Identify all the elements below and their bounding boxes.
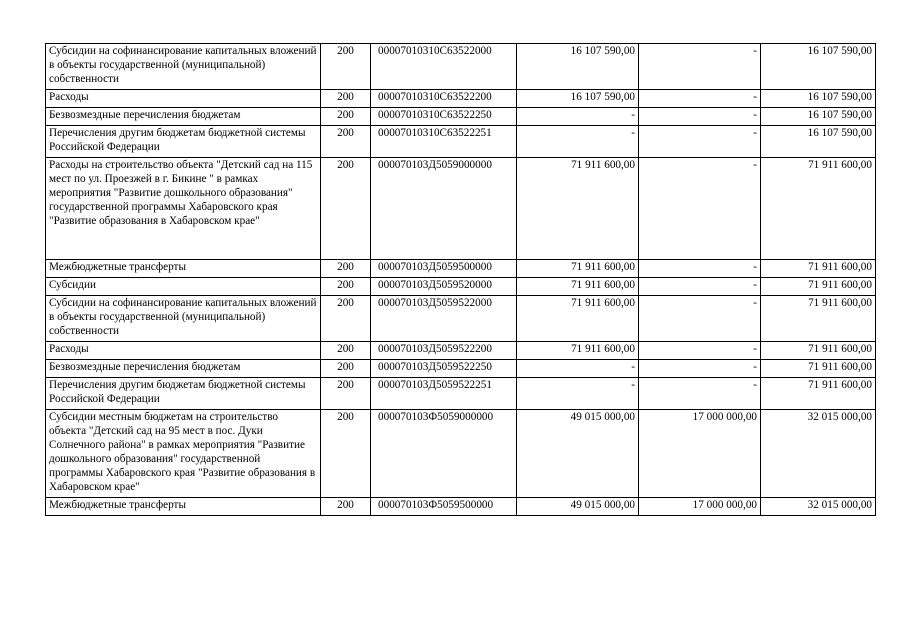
cell-executed-amount: -	[639, 108, 761, 126]
cell-executed-amount: -	[639, 126, 761, 158]
table-row	[46, 296, 876, 342]
cell-budget-classification-code: 000070103Ф5059000000	[371, 410, 517, 498]
cell-executed-amount: -	[639, 44, 761, 90]
cell-line-code: 200	[321, 260, 371, 278]
table-row	[46, 378, 876, 410]
cell-expense-name: Расходы на строительство объекта "Детский сад на 115 мест по ул. Проезжей в г. Бикине " в рамках мероприятия "Развитие дошкольного образования" государственной программы Хабаровского края "Развитие образования в Хабаровском крае"	[46, 158, 321, 260]
cell-line-code: 200	[321, 278, 371, 296]
cell-approved-amount: 71 911 600,00	[517, 260, 639, 278]
cell-unexecuted-amount: 16 107 590,00	[761, 90, 876, 108]
cell-executed-amount: 17 000 000,00	[639, 410, 761, 498]
cell-unexecuted-amount: 71 911 600,00	[761, 278, 876, 296]
cell-executed-amount: -	[639, 90, 761, 108]
cell-budget-classification-code: 00007010310С63522250	[371, 108, 517, 126]
cell-expense-name: Безвозмездные перечисления бюджетам	[46, 108, 321, 126]
cell-budget-classification-code: 00007010310С63522251	[371, 126, 517, 158]
table-row	[46, 342, 876, 360]
table-row	[46, 498, 876, 516]
cell-approved-amount: 71 911 600,00	[517, 158, 639, 260]
cell-approved-amount: -	[517, 126, 639, 158]
cell-budget-classification-code: 000070103Д5059000000	[371, 158, 517, 260]
cell-unexecuted-amount: 71 911 600,00	[761, 342, 876, 360]
budget-execution-table	[45, 43, 876, 516]
cell-executed-amount: 17 000 000,00	[639, 498, 761, 516]
cell-expense-name: Межбюджетные трансферты	[46, 260, 321, 278]
table-row	[46, 158, 876, 260]
cell-expense-name: Безвозмездные перечисления бюджетам	[46, 360, 321, 378]
cell-approved-amount: 49 015 000,00	[517, 498, 639, 516]
cell-unexecuted-amount: 71 911 600,00	[761, 158, 876, 260]
table-row	[46, 108, 876, 126]
cell-line-code: 200	[321, 498, 371, 516]
cell-budget-classification-code: 00007010310С63522000	[371, 44, 517, 90]
cell-unexecuted-amount: 32 015 000,00	[761, 410, 876, 498]
cell-unexecuted-amount: 32 015 000,00	[761, 498, 876, 516]
cell-unexecuted-amount: 71 911 600,00	[761, 360, 876, 378]
cell-approved-amount: 71 911 600,00	[517, 296, 639, 342]
table-row	[46, 90, 876, 108]
cell-unexecuted-amount: 71 911 600,00	[761, 296, 876, 342]
cell-executed-amount: -	[639, 260, 761, 278]
cell-line-code: 200	[321, 342, 371, 360]
cell-line-code: 200	[321, 296, 371, 342]
cell-line-code: 200	[321, 90, 371, 108]
cell-unexecuted-amount: 71 911 600,00	[761, 260, 876, 278]
cell-line-code: 200	[321, 410, 371, 498]
cell-executed-amount: -	[639, 378, 761, 410]
cell-budget-classification-code: 000070103Д5059522000	[371, 296, 517, 342]
cell-approved-amount: -	[517, 108, 639, 126]
cell-executed-amount: -	[639, 342, 761, 360]
cell-line-code: 200	[321, 360, 371, 378]
cell-unexecuted-amount: 71 911 600,00	[761, 378, 876, 410]
cell-expense-name: Расходы	[46, 90, 321, 108]
cell-line-code: 200	[321, 378, 371, 410]
cell-expense-name: Межбюджетные трансферты	[46, 498, 321, 516]
cell-approved-amount: -	[517, 360, 639, 378]
cell-expense-name: Перечисления другим бюджетам бюджетной системы Российской Федерации	[46, 378, 321, 410]
cell-line-code: 200	[321, 126, 371, 158]
cell-budget-classification-code: 000070103Д5059522250	[371, 360, 517, 378]
cell-expense-name: Субсидии на софинансирование капитальных вложений в объекты государственной (муниципальной) собственности	[46, 44, 321, 90]
table-row	[46, 126, 876, 158]
table-row	[46, 278, 876, 296]
cell-expense-name: Субсидии на софинансирование капитальных вложений в объекты государственной (муниципальной) собственности	[46, 296, 321, 342]
table-row	[46, 44, 876, 90]
table-row	[46, 260, 876, 278]
cell-line-code: 200	[321, 108, 371, 126]
cell-approved-amount: 71 911 600,00	[517, 278, 639, 296]
cell-budget-classification-code: 000070103Д5059520000	[371, 278, 517, 296]
cell-budget-classification-code: 000070103Д5059500000	[371, 260, 517, 278]
cell-expense-name: Субсидии местным бюджетам на строительство объекта "Детский сад на 95 мест в пос. Дуки Солнечного района" в рамках мероприятия "Развитие дошкольного образования" государственной программы Хабаровского края "Развитие образования в Хабаровском крае"	[46, 410, 321, 498]
cell-expense-name: Перечисления другим бюджетам бюджетной системы Российской Федерации	[46, 126, 321, 158]
cell-executed-amount: -	[639, 158, 761, 260]
cell-executed-amount: -	[639, 278, 761, 296]
cell-line-code: 200	[321, 44, 371, 90]
cell-unexecuted-amount: 16 107 590,00	[761, 126, 876, 158]
cell-budget-classification-code: 000070103Д5059522251	[371, 378, 517, 410]
table-body	[46, 44, 876, 516]
cell-approved-amount: -	[517, 378, 639, 410]
cell-budget-classification-code: 00007010310С63522200	[371, 90, 517, 108]
cell-approved-amount: 71 911 600,00	[517, 342, 639, 360]
cell-unexecuted-amount: 16 107 590,00	[761, 108, 876, 126]
cell-budget-classification-code: 000070103Ф5059500000	[371, 498, 517, 516]
cell-expense-name: Расходы	[46, 342, 321, 360]
cell-approved-amount: 16 107 590,00	[517, 90, 639, 108]
table-row	[46, 360, 876, 378]
cell-expense-name: Субсидии	[46, 278, 321, 296]
cell-executed-amount: -	[639, 296, 761, 342]
cell-executed-amount: -	[639, 360, 761, 378]
cell-approved-amount: 16 107 590,00	[517, 44, 639, 90]
cell-budget-classification-code: 000070103Д5059522200	[371, 342, 517, 360]
cell-unexecuted-amount: 16 107 590,00	[761, 44, 876, 90]
cell-approved-amount: 49 015 000,00	[517, 410, 639, 498]
cell-line-code: 200	[321, 158, 371, 260]
table-row	[46, 410, 876, 498]
